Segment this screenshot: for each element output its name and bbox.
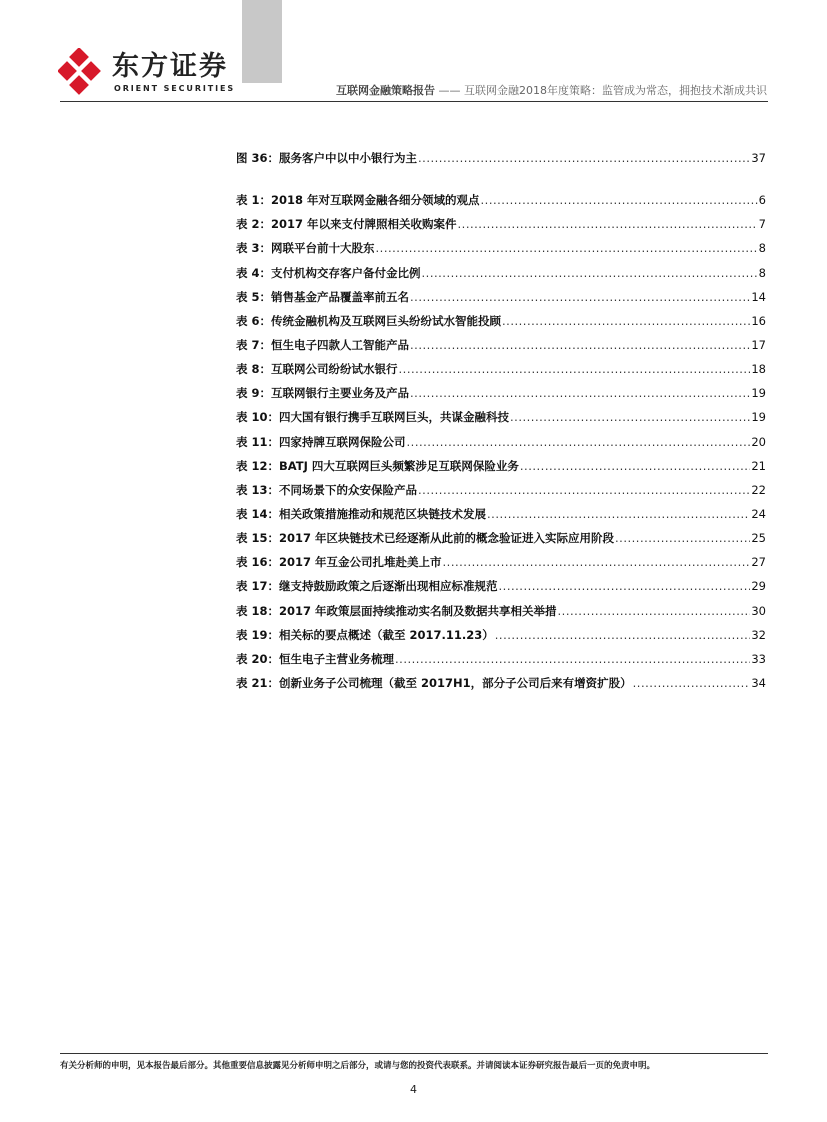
header-divider: [60, 101, 768, 102]
toc-entry-label: 表 20：恒生电子主营业务梳理: [236, 651, 395, 666]
toc-entry-page: 19: [751, 386, 766, 401]
report-title: 互联网金融2018年度策略：监管成为常态，拥抱技术渐成共识: [464, 84, 767, 97]
toc-entry-page: 8: [758, 241, 766, 256]
header-separator: ——: [438, 84, 461, 97]
toc-entry[interactable]: [236, 603, 766, 627]
toc-leader-dots: [410, 337, 750, 353]
toc-entry-page: 30: [751, 603, 766, 618]
toc-entry-page: 25: [751, 531, 766, 546]
toc-entry-page: 22: [751, 482, 766, 497]
toc-entry-label: 表 8：互联网公司纷纷试水银行: [236, 362, 398, 377]
toc-entry[interactable]: [236, 651, 766, 675]
toc-entry[interactable]: [236, 482, 766, 506]
footer-disclaimer: 有关分析师的申明，见本报告最后部分。其他重要信息披露见分析师申明之后部分，或请与您的投资代表联系。并请阅读本证券研究报告最后一页的免责申明。: [60, 1061, 656, 1071]
toc-entry-label: 表 11：四家持牌互联网保险公司: [236, 434, 406, 449]
toc-leader-dots: [458, 216, 758, 232]
page-number: 4: [410, 1083, 417, 1096]
company-logo: [58, 48, 258, 98]
toc-entry-label: 表 13：不同场景下的众安保险产品: [236, 482, 418, 497]
toc-leader-dots: [418, 150, 750, 166]
toc-entry[interactable]: [236, 506, 766, 530]
toc-entry-page: 18: [751, 362, 766, 377]
toc-leader-dots: [407, 434, 751, 450]
logo-text-cn: 东方证券: [112, 51, 228, 82]
toc-entry-page: 6: [758, 193, 766, 208]
toc-entry-label: 表 6：传统金融机构及互联网巨头纷纷试水智能投顾: [236, 313, 502, 328]
toc-leader-dots: [520, 458, 750, 474]
toc-leader-dots: [558, 603, 751, 619]
toc-entry-page: 17: [751, 337, 766, 352]
table-of-figures: [236, 150, 766, 699]
toc-entry[interactable]: [236, 627, 766, 651]
footer-divider: [60, 1053, 768, 1054]
logo-mark-icon: [58, 48, 106, 96]
toc-entry-label: 表 1：2018 年对互联网金融各细分领域的观点: [236, 193, 480, 208]
toc-entry-label: 表 4：支付机构交存客户备付金比例: [236, 265, 421, 280]
toc-entry-label: 表 17：继支持鼓励政策之后逐渐出现相应标准规范: [236, 579, 498, 594]
toc-leader-dots: [376, 240, 758, 256]
toc-leader-dots: [422, 265, 758, 281]
toc-entry-label: 表 12：BATJ 四大互联网巨头频繁涉足互联网保险业务: [236, 458, 519, 473]
toc-entry-page: 24: [751, 506, 766, 521]
toc-leader-dots: [615, 530, 750, 546]
toc-leader-dots: [399, 361, 751, 377]
toc-entry-label: 表 9：互联网银行主要业务及产品: [236, 386, 410, 401]
toc-leader-dots: [395, 651, 750, 667]
toc-entry-page: 37: [751, 151, 766, 165]
toc-entry[interactable]: [236, 192, 766, 216]
toc-entry-page: 33: [751, 651, 766, 666]
toc-entry-page: 16: [751, 313, 766, 328]
toc-entry-label: 表 21：创新业务子公司梳理（截至 2017H1，部分子公司后来有增资扩股）: [236, 675, 632, 690]
toc-entry-page: 20: [751, 434, 766, 449]
toc-entry[interactable]: [236, 434, 766, 458]
toc-leader-dots: [418, 482, 750, 498]
toc-entry[interactable]: [236, 240, 766, 264]
toc-entry-label: 表 5：销售基金产品覆盖率前五名: [236, 289, 410, 304]
toc-entry-label: 表 2：2017 年以来支付牌照相关收购案件: [236, 217, 457, 232]
toc-entry-page: 8: [758, 265, 766, 280]
report-type: 互联网金融策略报告: [336, 84, 435, 97]
toc-entry-label: 表 14：相关政策措施推动和规范区块链技术发展: [236, 506, 487, 521]
toc-entry-page: 32: [751, 627, 766, 642]
toc-leader-dots: [502, 313, 750, 329]
toc-entry[interactable]: [236, 578, 766, 602]
toc-leader-dots: [487, 506, 750, 522]
toc-entry-page: 29: [751, 579, 766, 594]
toc-entry[interactable]: [236, 216, 766, 240]
toc-entry[interactable]: [236, 150, 766, 174]
toc-entry[interactable]: [236, 265, 766, 289]
toc-entry[interactable]: [236, 313, 766, 337]
toc-entry[interactable]: [236, 458, 766, 482]
toc-entry[interactable]: [236, 530, 766, 554]
toc-entry-page: 34: [751, 675, 766, 690]
toc-entry[interactable]: [236, 289, 766, 313]
toc-entry-page: 14: [751, 289, 766, 304]
toc-leader-dots: [510, 409, 750, 425]
toc-entry[interactable]: [236, 361, 766, 385]
toc-leader-dots: [481, 192, 758, 208]
toc-entry-label: 表 10：四大国有银行携手互联网巨头，共谋金融科技: [236, 410, 510, 425]
toc-entry-label: 表 19：相关标的要点概述（截至 2017.11.23）: [236, 627, 494, 642]
toc-leader-dots: [499, 578, 751, 594]
toc-leader-dots: [633, 675, 751, 691]
toc-entry[interactable]: [236, 409, 766, 433]
toc-entry[interactable]: [236, 337, 766, 361]
toc-leader-dots: [410, 289, 750, 305]
toc-entry-page: 27: [751, 555, 766, 570]
toc-leader-dots: [495, 627, 751, 643]
toc-entry-label: 表 7：恒生电子四款人工智能产品: [236, 337, 410, 352]
toc-entry[interactable]: [236, 554, 766, 578]
logo-text-en: ORIENT SECURITIES: [114, 84, 236, 93]
toc-leader-dots: [410, 385, 750, 401]
toc-entry-label: 表 15：2017 年区块链技术已经逐渐从此前的概念验证进入实际应用阶段: [236, 531, 615, 546]
toc-entry-label: 表 16：2017 年互金公司扎堆赴美上市: [236, 555, 442, 570]
toc-entry[interactable]: [236, 385, 766, 409]
toc-entry-page: 7: [758, 217, 766, 232]
toc-entry-page: 21: [751, 458, 766, 473]
toc-entry-label: 表 18：2017 年政策层面持续推动实名制及数据共享相关举措: [236, 603, 557, 618]
report-header-title: [336, 84, 767, 98]
toc-entry-label: 表 3：网联平台前十大股东: [236, 241, 375, 256]
toc-entry-page: 19: [751, 410, 766, 425]
toc-leader-dots: [443, 554, 751, 570]
toc-entry[interactable]: [236, 675, 766, 699]
toc-entry-label: 图 36：服务客户中以中小银行为主: [236, 151, 418, 165]
